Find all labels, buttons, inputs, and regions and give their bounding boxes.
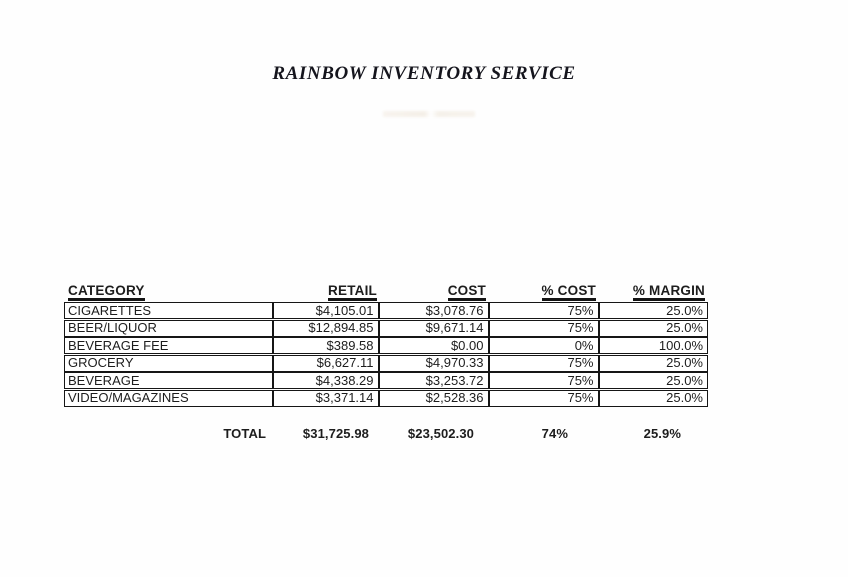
cell-retail: $4,105.01	[272, 303, 378, 318]
column-header-pct-margin: % MARGIN	[598, 283, 708, 302]
cell-cost: $0.00	[378, 338, 488, 353]
cell-category: CIGARETTES	[68, 302, 152, 318]
total-pct-margin: 25.9%	[643, 426, 681, 441]
table-row	[64, 355, 708, 372]
inventory-table	[64, 283, 708, 407]
cell-pct-margin: 25.0%	[598, 303, 708, 318]
cell-pct-margin: 25.0%	[598, 356, 708, 371]
cell-retail: $12,894.85	[272, 321, 378, 336]
cell-retail: $389.58	[272, 338, 378, 353]
column-header-pct-cost: % COST	[488, 283, 598, 302]
table-row	[64, 390, 708, 407]
cell-cost: $2,528.36	[378, 391, 488, 406]
table-row	[64, 337, 708, 354]
cell-pct-margin: 25.0%	[598, 321, 708, 336]
total-cost: $23,502.30	[407, 426, 474, 441]
cell-retail: $6,627.11	[272, 356, 378, 371]
cell-cost: $3,078.76	[378, 303, 488, 318]
column-header-cost: COST	[378, 283, 488, 302]
report-title: RAINBOW INVENTORY SERVICE	[272, 63, 576, 84]
cell-retail: $3,371.14	[272, 391, 378, 406]
cell-category: BEVERAGE FEE	[68, 337, 169, 353]
cell-category: GROCERY	[68, 355, 134, 370]
column-header-retail: RETAIL	[272, 283, 378, 302]
cell-pct-cost: 75%	[488, 356, 598, 371]
cell-pct-cost: 75%	[488, 321, 598, 336]
cell-pct-cost: 75%	[488, 303, 598, 318]
table-header-row	[64, 283, 708, 302]
table-row	[64, 302, 708, 319]
cell-pct-margin: 25.0%	[598, 391, 708, 406]
cell-pct-cost: 75%	[488, 373, 598, 388]
total-row	[64, 426, 681, 441]
table-row	[64, 320, 708, 337]
total-retail: $31,725.98	[302, 426, 369, 441]
cell-category: VIDEO/MAGAZINES	[68, 390, 189, 405]
total-pct-cost: 74%	[541, 426, 568, 441]
cell-retail: $4,338.29	[272, 373, 378, 388]
table-body	[64, 302, 708, 407]
cell-category: BEVERAGE	[68, 372, 140, 388]
column-header-category: CATEGORY	[64, 283, 272, 302]
cell-pct-cost: 0%	[488, 338, 598, 353]
cell-cost: $4,970.33	[378, 356, 488, 371]
scan-artifact	[383, 111, 475, 117]
cell-cost: $3,253.72	[378, 373, 488, 388]
total-label: TOTAL	[223, 426, 266, 441]
cell-pct-margin: 100.0%	[598, 338, 708, 353]
cell-pct-cost: 75%	[488, 391, 598, 406]
cell-cost: $9,671.14	[378, 321, 488, 336]
cell-pct-margin: 25.0%	[598, 373, 708, 388]
table-row	[64, 372, 708, 389]
cell-category: BEER/LIQUOR	[68, 320, 157, 335]
